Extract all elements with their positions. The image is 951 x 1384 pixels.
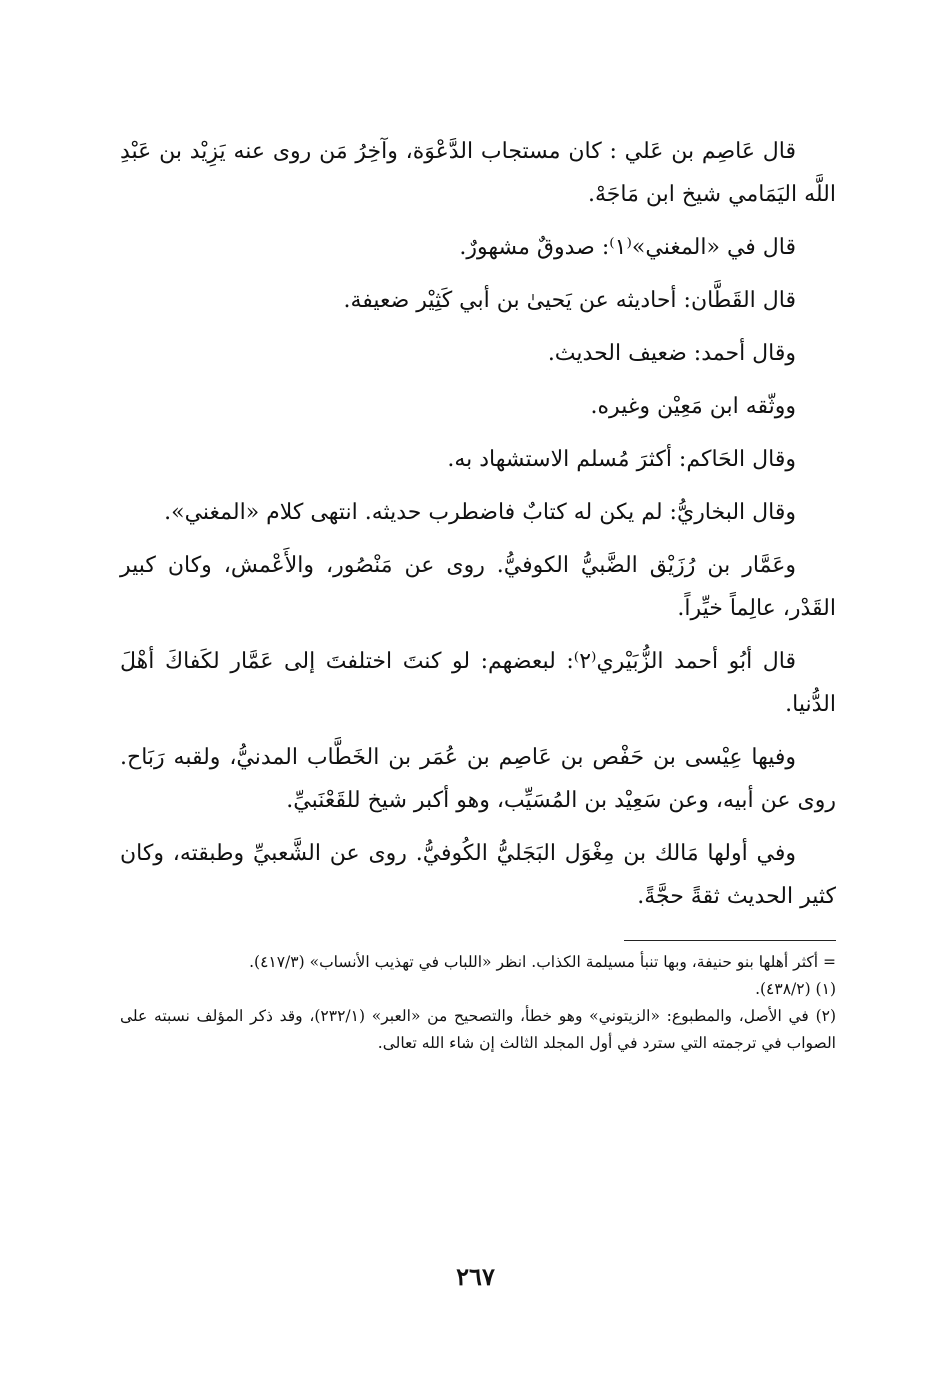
page-body xyxy=(120,130,836,1057)
page-number: ٢٦٧ xyxy=(456,1262,495,1291)
paragraph-mughni-quote: قال في «المغني»⁽١⁾: صدوقٌ مشهورٌ. xyxy=(459,235,796,260)
footnote-divider xyxy=(624,940,836,941)
paragraph-zubayri: قال أبُو أحمد الزُّبَيْري⁽٢⁾: لبعضهم: لو كنتَ اختلفتَ إلى عَمَّار لكَفاكَ أهْلَ الدُّنيا. xyxy=(120,649,836,717)
footnote-2: (٢) في الأصل، والمطبوع: «الزيتوني» وهو خطأ، والتصحيح من «العبر» (٢٣٢/١)، وقد ذكر المؤلف نسبته على الصواب في ترجمته التي سترد في أول المجلد الثالث إن شاء الله تعالى. xyxy=(120,1007,837,1052)
footnote-divider-wrap xyxy=(120,928,836,949)
footnotes xyxy=(120,949,836,1057)
paragraph-ammar: وعَمَّار بن رُزَيْق الضَّبيُّ الكوفيُّ. روى عن مَنْصُور، والأَعْمش، وكان كبير القَدْر، عالِماً خيِّراً. xyxy=(120,553,836,621)
footnote-1: (١) (٤٣٨/٢). xyxy=(755,980,836,998)
paragraph-isa: وفيها عِيْسى بن حَفْص بن عَاصِم بن عُمَر بن الخَطَّاب المدنيُّ، ولقبه رَبَاح. روى عن أبيه، وعن سَعِيْد بن المُسَيِّب، وهو أكبر شيخ للقَعْنَبيِّ. xyxy=(120,745,836,813)
footnote-continuation: = أكثر أهلها بنو حنيفة، وبها تنبأ مسيلمة الكذاب. انظر «اللباب في تهذيب الأنساب» (٤١٧/٣). xyxy=(249,953,836,971)
paragraph-malik: وفي أولها مَالك بن مِغْوَل البَجَليُّ الكُوفيُّ. روى عن الشَّعبيِّ وطبقته، وكان كثير الحديث ثقةً حجَّةً. xyxy=(120,841,836,909)
paragraph-ahmad: وقال أحمد: ضعيف الحديث. xyxy=(547,341,796,366)
paragraph-asim: قال عَاصِم بن عَلي : كان مستجاب الدَّعْوَة، وآخِرُ مَن روى عنه يَزِيْد بن عَبْدِ اللَّه اليَمَامي شيخ ابن مَاجَهْ. xyxy=(120,139,836,207)
paragraph-bukhari: وقال البخاريُّ: لم يكن له كتابٌ فاضطرب حديثه. انتهى كلام «المغني». xyxy=(164,500,796,525)
paragraph-ibn-main: ووثّقه ابن مَعِيْن وغيره. xyxy=(590,394,796,419)
paragraph-qattan: قال القَطَّان: أحاديثه عن يَحيىٰ بن أبي كَثِيْر ضعيفة. xyxy=(343,288,796,313)
paragraph-hakim: وقال الحَاكم: أكثرَ مُسلم الاستشهاد به. xyxy=(447,447,796,472)
